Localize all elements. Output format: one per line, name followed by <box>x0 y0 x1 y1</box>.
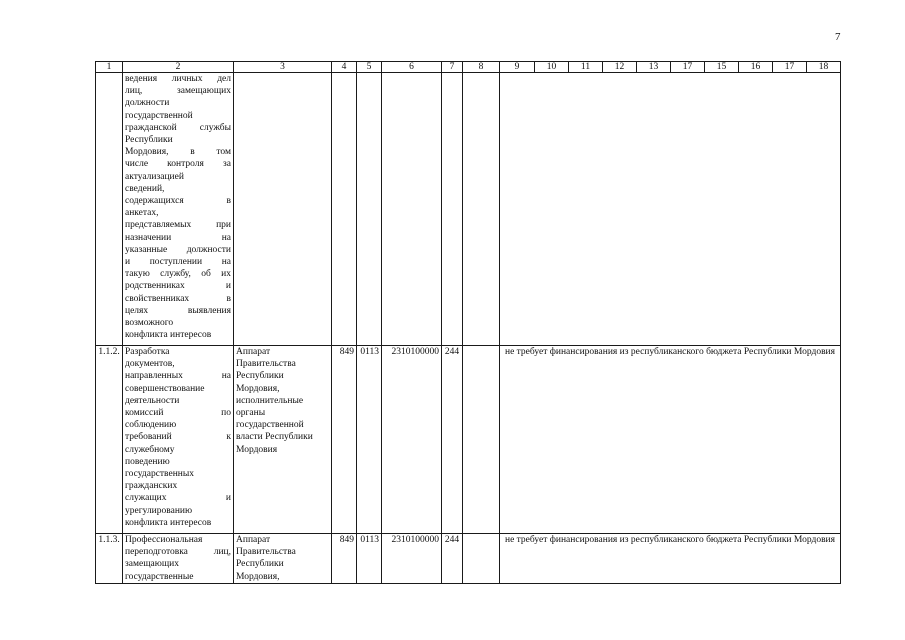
table-row <box>96 73 841 346</box>
name-line: документов, <box>125 359 175 370</box>
name-line: служащих и <box>125 493 231 504</box>
expense-type-cell <box>442 73 463 346</box>
executor-line: органы <box>236 408 266 419</box>
target-article-cell: 2310100000 <box>382 534 442 584</box>
name-line: гражданских <box>125 481 178 492</box>
name-line: урегулированию <box>125 505 193 516</box>
target-article-cell <box>382 73 442 346</box>
name-line: указанные должности <box>125 244 231 255</box>
measure-name-cell <box>123 346 234 534</box>
section-code-cell: 0113 <box>357 534 382 584</box>
table-row <box>96 534 841 584</box>
name-line: анкетах, <box>125 208 159 219</box>
column-header-cell: 17 <box>671 62 705 73</box>
column-header-cell: 3 <box>234 62 332 73</box>
name-line: совершенствование <box>125 383 205 394</box>
name-line: возможного <box>125 318 174 329</box>
name-line: родственниках и <box>125 281 231 292</box>
executor-line: Мордовия, <box>236 383 280 394</box>
executor-line: исполнительные <box>236 395 304 406</box>
name-line: Мордовия, в том <box>125 147 231 158</box>
column-number-header <box>96 62 841 73</box>
name-line: Разработка <box>125 347 170 357</box>
name-line: переподготовка лиц, <box>125 547 231 558</box>
column-header-cell: 10 <box>535 62 569 73</box>
name-line: должности <box>125 98 170 109</box>
column-header-cell: 5 <box>357 62 382 73</box>
section-code-cell <box>357 73 382 346</box>
name-line: числе контроля за <box>125 159 231 170</box>
column-header-cell: 6 <box>382 62 442 73</box>
executor-cell <box>234 73 332 346</box>
name-line: содержащихся в <box>125 196 231 207</box>
row-code-cell <box>96 73 123 346</box>
row-code-cell: 1.1.2. <box>96 346 123 534</box>
table-row <box>96 346 841 534</box>
name-line: требований к <box>125 432 231 443</box>
name-line: Профессиональная <box>125 535 203 545</box>
funding-note-cell: не требует финансирования из республиканского бюджета Республики Мордовия <box>500 346 841 534</box>
executor-line: Республики <box>236 559 284 570</box>
column-8-cell <box>463 534 500 584</box>
name-line: служебному <box>125 444 175 455</box>
table-body <box>96 73 841 584</box>
executor-line: Аппарат <box>236 535 271 545</box>
column-header-cell: 13 <box>637 62 671 73</box>
name-line: Республики <box>125 135 173 146</box>
name-line: комиссий по <box>125 408 231 419</box>
name-line: представляемых при <box>125 220 231 231</box>
department-code-cell: 849 <box>332 534 357 584</box>
name-line: конфликта интересов <box>125 330 212 341</box>
name-line: деятельности <box>125 395 180 406</box>
executor-line: Правительства <box>236 547 296 558</box>
name-line: поведению <box>125 456 170 467</box>
executor-cell <box>234 346 332 534</box>
name-line: государственной <box>125 110 193 121</box>
column-header-cell: 8 <box>463 62 500 73</box>
department-code-cell <box>332 73 357 346</box>
section-code-cell: 0113 <box>357 346 382 534</box>
column-header-cell: 7 <box>442 62 463 73</box>
column-header-cell: 12 <box>603 62 637 73</box>
column-header-cell: 2 <box>123 62 234 73</box>
measure-name-cell <box>123 534 234 584</box>
budget-plan-table <box>95 61 841 584</box>
expense-type-cell: 244 <box>442 346 463 534</box>
name-line: свойственниках в <box>125 293 231 304</box>
name-line: такую службу, об их <box>125 269 231 280</box>
executor-line: власти Республики <box>236 432 313 443</box>
name-line: лиц, замещающих <box>125 86 231 97</box>
name-line: направленных на <box>125 371 231 382</box>
column-header-cell: 15 <box>705 62 739 73</box>
column-8-cell <box>463 73 500 346</box>
name-line: сведений, <box>125 183 165 194</box>
row-code-cell: 1.1.3. <box>96 534 123 584</box>
name-line: замещающих <box>125 559 179 570</box>
column-header-cell: 1 <box>96 62 123 73</box>
executor-line: Аппарат <box>236 347 271 357</box>
executor-line: Правительства <box>236 359 296 370</box>
name-line: соблюдению <box>125 420 177 431</box>
name-line: назначении на <box>125 232 231 243</box>
funding-note-cell: не требует финансирования из республиканского бюджета Республики Мордовия <box>500 534 841 584</box>
executor-cell <box>234 534 332 584</box>
measure-name-cell <box>123 73 234 346</box>
name-line: конфликта интересов <box>125 517 212 528</box>
page-number: 7 <box>835 31 841 43</box>
column-header-cell: 11 <box>569 62 603 73</box>
funding-note-cell <box>500 73 841 346</box>
name-line: целях выявления <box>125 305 231 316</box>
executor-line: государственной <box>236 420 304 431</box>
column-header-cell: 9 <box>500 62 535 73</box>
name-line: ведения личных дел <box>125 74 231 84</box>
name-line: и поступлении на <box>125 257 231 268</box>
executor-line: Республики <box>236 371 284 382</box>
column-header-cell: 18 <box>807 62 841 73</box>
column-header-cell: 16 <box>739 62 773 73</box>
name-line: государственные <box>125 571 194 582</box>
name-line: актуализацией <box>125 171 184 182</box>
name-line: гражданской службы <box>125 122 231 133</box>
name-line: государственных <box>125 469 195 480</box>
target-article-cell: 2310100000 <box>382 346 442 534</box>
executor-line: Мордовия <box>236 444 278 455</box>
column-header-cell: 17 <box>773 62 807 73</box>
expense-type-cell: 244 <box>442 534 463 584</box>
column-header-cell: 4 <box>332 62 357 73</box>
executor-line: Мордовия, <box>236 571 280 582</box>
department-code-cell: 849 <box>332 346 357 534</box>
column-8-cell <box>463 346 500 534</box>
